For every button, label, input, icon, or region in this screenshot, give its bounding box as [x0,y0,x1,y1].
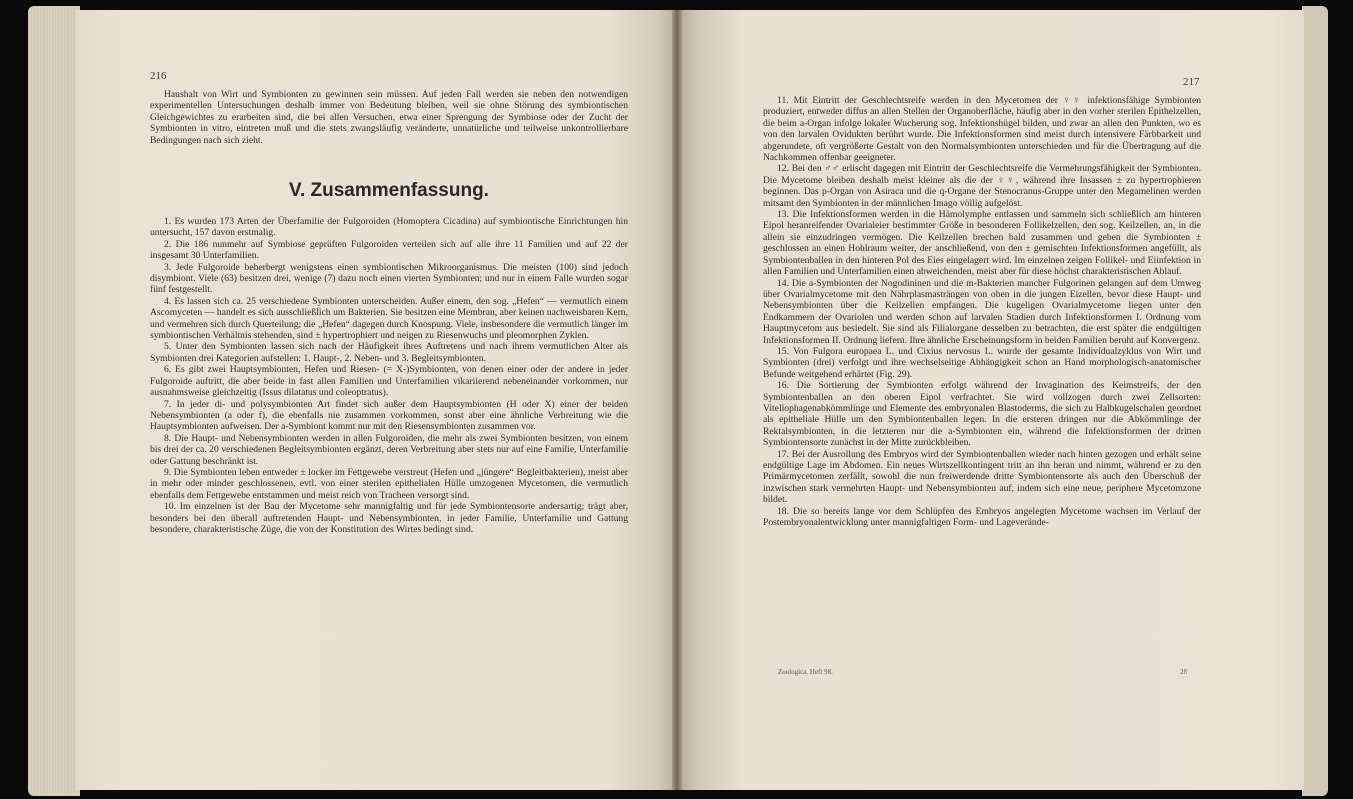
summary-item-13: 13. Die Infektionsformen werden in die Hämolymphe entlassen und sammeln sich schließlich am hinteren Eipol heranreifender Ovarialeier bestimmter Größe in besonderen Follikelzellen, den sog. Keilzellen, an, in die allein sie einzudringen vermögen. Die Keilzellen brechen bald zusammen und geben die Symbionten ± geschlossen an einen Hohlraum weiter, der anschließend, von den ± gemischten Infektionsformen angefüllt, als Symbiontenballen in den hinteren Pol des Eies eingelagert wird. Im einzelnen zeigen Follikel- und Eiinfektion in allen Familien und Unterfamilien einen abweichenden, meist aber für diese höchst charakteristischen Ablauf. [763,209,1201,278]
summary-item-5: 5. Unter den Symbionten lassen sich nach der Häufigkeit ihres Auftretens und nach ihrem vermutlichen Alter als Symbionten drei Kategorien aufstellen: 1. Haupt-, 2. Neben- und 3. Begleitsymbionten. [150,341,628,364]
left-intro-text [150,89,628,146]
summary-item-4: 4. Es lassen sich ca. 25 verschiedene Symbionten unterscheiden. Außer einem, den sog. „Hefen“ — vermutlich einem Ascomyceten — handelt es sich ausschließlich um Bakterien. Sie besitzen eine Membran, aber keinen nachweisbaren Kern, und vermehren sich durch Querteilung; die „Hefen“ dagegen durch Knospung. Viele, insbesondere die vermutlich länger im symbiontischen Verhältnis stehenden, sind ± hypertrophiert und neigen zu Riesenwuchs und pleomorphen Zyklen. [150,295,628,342]
summary-item-16: 16. Die Sortierung der Symbionten erfolgt während der Invagination des Keimstreifs, der den Symbiontenballen an den oberen Eipol verfrachtet. Sie wird vollzogen durch zwei Zellsorten: Vitellophagenabkömmlinge und Elemente des embryonalen Blastoderms, die sich zu Halbkugelschalen geordnet als epitheliale Hülle um den Symbiontenballen legen. In die ersteren dringen nur die Abkömmlinge der Rektalsymbionten, in die letzteren nur die a-Symbionten ein, während die Infektionsformen der dritten Symbiontensorte zunächst in der Mitte zurückbleiben. [763,380,1201,449]
summary-item-9: 9. Die Symbionten leben entweder ± locker im Fettgewebe verstreut (Hefen und „jüngere“ Begleitbakterien), meist aber in mehr oder minder geschlossenen, evtl. von einer sterilen epithelialen Hülle umzogenen Mycetomen, die vermutlich ebenfalls dem Fettgewebe entstammen und meist reich von Tracheen versorgt sind. [150,466,628,501]
footer-journal: Zoologica. Heft 98. [778,668,833,676]
summary-item-11: 11. Mit Eintritt der Geschlechtsreife werden in den Mycetomen der ♀♀ infektionsfähige Symbionten produziert, entweder diffus an allen Stellen der Organoberfläche, häufig aber in den vorher sterilen Epithelzellen, die beim a-Organ infolge lokaler Wucherung sog. Infektionshügel bilden, und zwar an allen den Punkten, wo es von den larvalen Ovidukten berührt wurde. Die Infektionsformen sind meist durch intensivere Färbbarkeit und abgerundete, oft vergrößerte Gestalt von den Normalsymbionten unterschieden und für die Übertragung auf die Nachkommen offenbar geeigneter. [763,95,1201,164]
footer-signature-number: 28 [1180,668,1187,676]
summary-item-2: 2. Die 186 nunmehr auf Symbiose geprüften Fulgoroiden verteilen sich auf alle ihre 11 Familien und auf 22 der insgesamt 30 Unterfamilien. [150,238,628,262]
summary-item-12: 12. Bei den ♂♂ erlischt dagegen mit Eintritt der Geschlechtsreife die Vermehrungsfähigkeit der Symbionten. Die Mycetome bleiben deshalb meist kleiner als die der ♀♀, während ihre Insassen ± zu hypertrophieren beginnen. Das p-Organ von Asiraca und die q-Organe der Stenocranus-Gruppe unter den Megamelinen werden mitsamt den Symbionten in der männlichen Imago völlig aufgelöst. [763,163,1201,209]
summary-item-15: 15. Von Fulgora europaea L. und Cixius nervosus L. wurde der gesamte Individualzyklus von Wirt und Symbionten (drei) verfolgt und ihre wechselseitige Abhängigkeit schon an Hand morphologisch-anatomischer Befunde weitgehend erhärtet (Fig. 29). [763,345,1201,380]
summary-item-3: 3. Jede Fulgoroide beherbergt wenigstens einen symbiontischen Mikroorganismus. Die meisten (100) sind jedoch disymbiont. Viele (63) besitzen drei, wenige (7) dazu noch einen vierten Symbionten; und nur in einem Falle wurden sogar fünf festgestellt. [150,261,628,296]
summary-item-7: 7. In jeder di- und polysymbionten Art findet sich außer dem Hauptsymbionten (H oder X) einer der beiden Nebensymbionten (a oder f), die ebenfalls nie zusammen vorkommen, sonst aber eine ähnliche Verbreitung wie die Hauptsymbionten aufweisen. Der a-Symbiont kommt nur mit den Riesensymbionten zusammen vor. [150,398,628,433]
summary-item-18: 18. Die so bereits lange vor dem Schlüpfen des Embryos angelegten Mycetome wachsen im Verlauf der Postembryonalentwicklung unter mannigfaltigen Form- und Lageverände- [763,505,1201,529]
book-page-edges-left [28,6,80,796]
summary-item-10: 10. Im einzelnen ist der Bau der Mycetome sehr mannigfaltig und für jede Symbiontensorte andersartig; trägt aber, besonders bei den überall auftretenden Haupt- und Nebensymbionten, in jeder Familie, Unterfamilie und Gattung besondere, charakteristische Züge, die von der Konstitution des Wirtes bedingt sind. [150,501,628,535]
left-summary-text [150,216,628,535]
right-summary-text [763,95,1201,528]
summary-item-14: 14. Die a-Symbionten der Nogodininen und die m-Bakterien mancher Fulgorinen gelangen auf dem Umweg über Ovarialmycetome mit den Nährplasmasträngen von oben in die jungen Eizellen, bevor diese Haupt- und Nebensymbionten über die Keilzellen empfangen. Die kugeligen Ovarialmycetome liegen unter den Endkammern der Ovariolen und werden schon auf larvalen Stadien durch Infektionsformen I. Ordnung vom Hauptmycetom aus besiedelt. Sie sind als Filialorgane desselben zu betrachten, die erst später die endgültigen Infektionsformen II. Ordnung liefern. Ihre ähnliche Erscheinungsform in beiden Familien beruht auf Konvergenz. [763,277,1201,346]
intro-paragraph: Haushalt von Wirt und Symbionten zu gewinnen sein müssen. Auf jeden Fall werden sie neben den notwendigen experimentellen Untersuchungen deshalb immer von Bedeutung bleiben, weil sie ohne Störung des symbiontischen Gleichgewichtes zu erarbeiten sind, die bei allen Versuchen, etwa einer Sprengung der Symbiose oder der Zucht der Symbionten in vitro, eintreten muß und die stets zwangsläufig veränderte, unnatürliche und teilweise unkontrollierbare Bedingungen nach sich zieht. [150,89,628,146]
summary-item-17: 17. Bei der Ausrollung des Embryos wird der Symbiontenballen wieder nach hinten gezogen und erhält seine endgültige Lage im Abdomen. Ein neues Wirtszellkontingent tritt an ihn heran und nimmt, während er zu den Primärmycetomen zerfällt, sowohl die nun freiwerdende dritte Symbiontensorte als auch den Überschuß der inzwischen stark vermehrten Haupt- und Nebensymbionten auf, indem sich eine neue, periphere Mycetomzone bildet. [763,448,1201,506]
right-page-number: 217 [1183,76,1200,88]
summary-item-6: 6. Es gibt zwei Hauptsymbionten, Hefen und Riesen- (= X-)Symbionten, von denen einer oder der andere in jeder Fulgoroide auftritt, die aber beide in fast allen Familien und Unterfamilien vikariierend nebeneinander vorkommen, nur ausnahmsweise gleichzeitig (Issus dilatatus und coleoptratus). [150,364,628,399]
summary-item-1: 1. Es wurden 173 Arten der Überfamilie der Fulgoroiden (Homoptera Cicadina) auf symbiontische Einrichtungen hin untersucht, 157 davon erstmalig. [150,216,628,239]
left-page-number: 216 [150,70,167,82]
summary-item-8: 8. Die Haupt- und Nebensymbionten werden in allen Fulgoroiden, die mehr als zwei Symbionten besitzen, von einem bis drei der ca. 20 verschiedenen Begleitsymbionten ergänzt, deren Verbreitung aber stets nur auf eine Familie, Unterfamilie oder Gattung beschränkt ist. [150,432,628,467]
book-gutter [672,10,682,790]
section-heading: V. Zusammenfassung. [289,180,489,201]
book-page-edges-right [1302,6,1328,796]
